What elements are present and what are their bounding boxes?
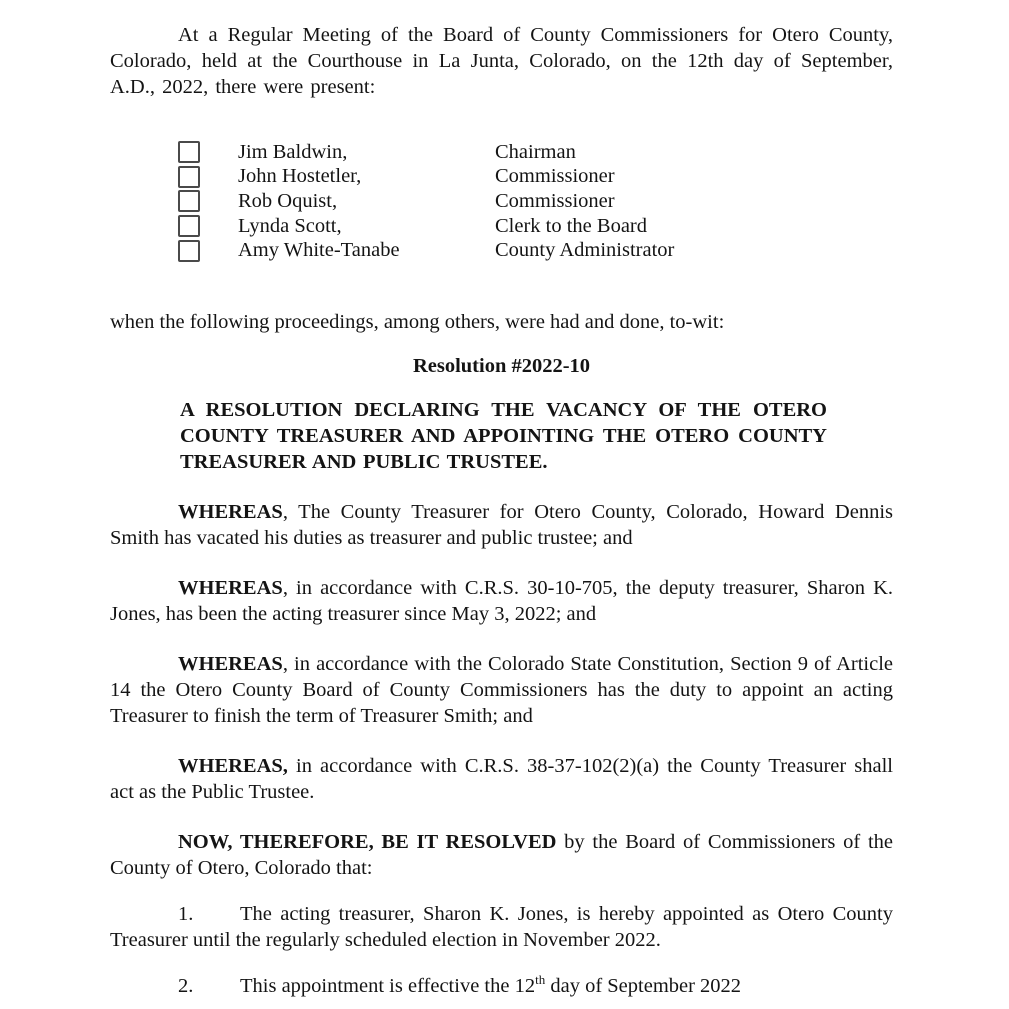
whereas-text: , in accordance with the Colorado State Constitution, Section 9 of Article 14 the Otero County Board of County Commissioners has the duty to appoint an acting Treasurer to finish the term of Treasurer Smith; and	[110, 652, 893, 727]
whereas-paragraph-2	[110, 575, 893, 627]
resolved-item-2	[110, 973, 893, 999]
item-text: The acting treasurer, Sharon K. Jones, is hereby appointed as Otero County Treasurer until the regularly scheduled election in November 2022.	[110, 902, 893, 951]
resolved-lead: NOW, THEREFORE, BE IT RESOLVED	[178, 830, 557, 853]
item-number: 1.	[178, 902, 194, 925]
resolved-text: by the Board of Commissioners of the County of Otero, Colorado that:	[110, 830, 893, 879]
roster-row-commissioner-1	[178, 165, 893, 190]
item-number: 2.	[178, 974, 194, 997]
attendee-name: Lynda Scott,	[238, 214, 342, 237]
attendee-roster	[178, 140, 893, 263]
roster-row-administrator	[178, 238, 893, 263]
resolved-paragraph	[110, 829, 893, 881]
item-text-pre: This appointment is effective the 12	[240, 974, 536, 997]
intro-paragraph: At a Regular Meeting of the Board of County Commissioners for Otero County, Colorado, held at the Courthouse in La Junta, Colorado, on the 12th day of September, A.D., 2022, there were present:	[110, 24, 893, 98]
ordinal-superscript: th	[535, 972, 546, 988]
resolved-item-1	[110, 901, 893, 953]
whereas-lead: WHEREAS	[178, 576, 283, 599]
roster-row-chairman	[178, 140, 893, 165]
attendee-name: Rob Oquist,	[238, 189, 338, 212]
whereas-text: , in accordance with C.R.S. 30-10-705, the deputy treasurer, Sharon K. Jones, has been the acting treasurer since May 3, 2022; and	[110, 576, 893, 625]
attendee-role: Commissioner	[495, 189, 615, 212]
whereas-text: , The County Treasurer for Otero County, Colorado, Howard Dennis Smith has vacated his duties as treasurer and public trustee; and	[110, 500, 893, 549]
whereas-lead: WHEREAS,	[178, 754, 288, 777]
checkbox-icon	[178, 240, 200, 262]
roster-row-clerk	[178, 214, 893, 239]
proceedings-line: when the following proceedings, among others, were had and done, to-wit:	[110, 310, 725, 333]
checkbox-icon	[178, 141, 200, 163]
checkbox-icon	[178, 190, 200, 212]
attendee-role: Clerk to the Board	[495, 214, 648, 237]
whereas-text: in accordance with C.R.S. 38-37-102(2)(a) the County Treasurer shall act as the Public Trustee.	[110, 754, 893, 803]
checkbox-icon	[178, 166, 200, 188]
whereas-lead: WHEREAS	[178, 652, 283, 675]
checkbox-icon	[178, 215, 200, 237]
whereas-lead: WHEREAS	[178, 500, 283, 523]
attendee-name: John Hostetler,	[238, 165, 362, 188]
attendee-role: Chairman	[495, 140, 576, 163]
attendee-role: Commissioner	[495, 165, 615, 188]
roster-row-commissioner-2	[178, 189, 893, 214]
whereas-paragraph-1	[110, 499, 893, 551]
attendee-name: Amy White-Tanabe	[238, 239, 400, 262]
item-text-post: day of September 2022	[545, 974, 742, 997]
whereas-paragraph-4	[110, 753, 893, 805]
resolution-title: A RESOLUTION DECLARING THE VACANCY OF THE OTERO COUNTY TREASURER AND APPOINTING THE OTERO COUNTY TREASURER AND PUBLIC TRUSTEE.	[180, 398, 827, 473]
resolution-number-heading: Resolution #2022-10	[412, 354, 591, 377]
whereas-paragraph-3	[110, 651, 893, 729]
attendee-role: County Administrator	[495, 239, 675, 262]
attendee-name: Jim Baldwin,	[238, 140, 348, 163]
item-text	[240, 972, 742, 997]
